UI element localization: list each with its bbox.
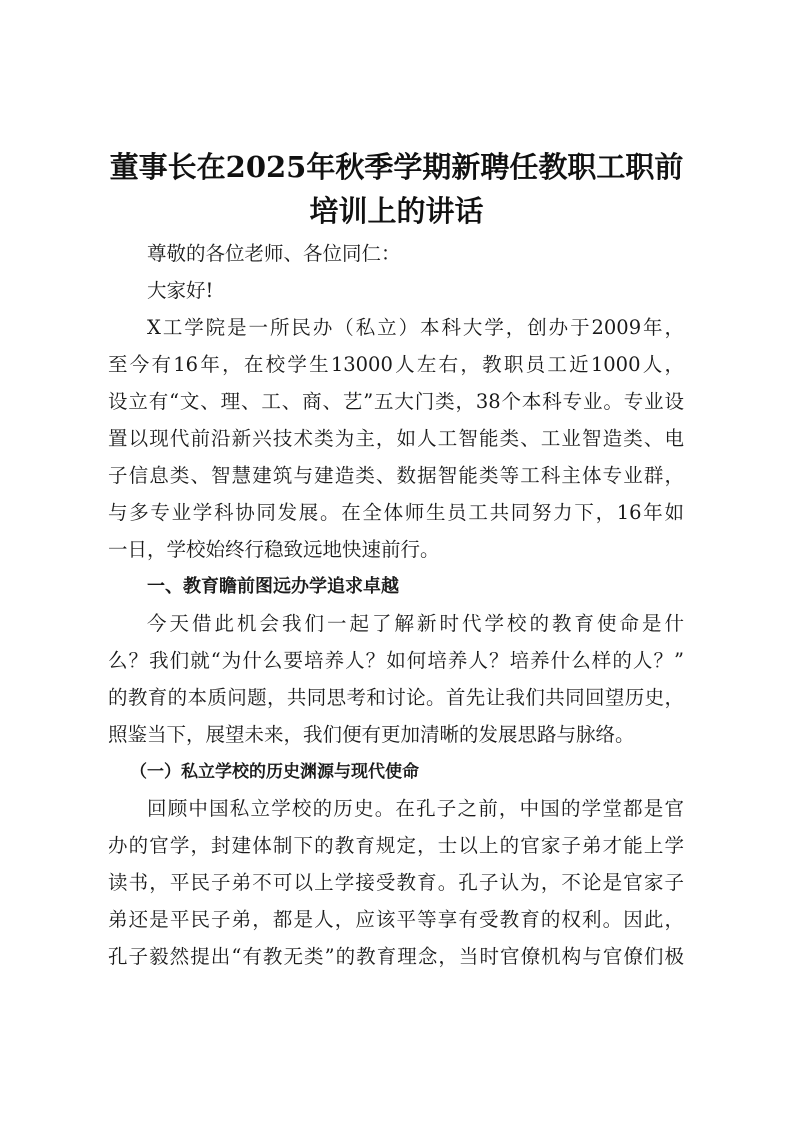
paragraph-1-line: 至今有16年，在校学生13000人左右，教职员工近1000人， xyxy=(108,353,684,376)
paragraph-1-line: 与多专业学科协同发展。在全体师生员工共同努力下，16年如 xyxy=(108,501,684,524)
paragraph-1-line: 一日，学校始终行稳致远地快速前行。 xyxy=(108,538,440,561)
section-heading-2: （一）私立学校的历史渊源与现代使命 xyxy=(130,762,419,782)
paragraph-1-line: 子信息类、智慧建筑与建造类、数据智能类等工科主体专业群， xyxy=(108,464,684,487)
document-title-line-2: 培训上的讲话 xyxy=(309,194,484,228)
paragraph-3-line: 弟还是平民子弟，都是人，应该平等享有受教育的权利。因此， xyxy=(108,908,684,931)
paragraph-2-line: 么？我们就“为什么要培养人？如何培养人？培养什么样的人？” xyxy=(108,649,684,672)
paragraph-3-line: 办的官学，封建体制下的教育规定，士以上的官家子弟才能上学 xyxy=(108,834,684,857)
hello-line: 大家好! xyxy=(147,279,214,302)
paragraph-1-line: 设立有“文、理、工、商、艺”五大门类，38个本科专业。专业设 xyxy=(108,390,684,413)
paragraph-2-line: 的教育的本质问题，共同思考和讨论。首先让我们共同回望历史， xyxy=(108,686,684,709)
greeting: 尊敬的各位老师、各位同仁： xyxy=(147,242,401,265)
paragraph-1-line: X工学院是一所民办（私立）本科大学，创办于2009年， xyxy=(147,316,684,339)
paragraph-1-line: 置以现代前沿新兴技术类为主，如人工智能类、工业智造类、电 xyxy=(108,427,684,450)
section-heading-1: 一、教育瞻前图远办学追求卓越 xyxy=(147,576,399,597)
paragraph-2-line: 照鉴当下，展望未来，我们便有更加清晰的发展思路与脉络。 xyxy=(108,723,635,746)
document-title-line-1: 董事长在2025年秋季学期新聘任教职工职前 xyxy=(109,150,684,184)
paragraph-3-line: 孔子毅然提出“有教无类”的教育理念，当时官僚机构与官僚们极 xyxy=(108,945,684,968)
paragraph-3-line: 读书，平民子弟不可以上学接受教育。孔子认为，不论是官家子 xyxy=(108,871,684,894)
paragraph-3-line: 回顾中国私立学校的历史。在孔子之前，中国的学堂都是官 xyxy=(147,797,684,820)
paragraph-2-line: 今天借此机会我们一起了解新时代学校的教育使命是什 xyxy=(147,612,684,635)
